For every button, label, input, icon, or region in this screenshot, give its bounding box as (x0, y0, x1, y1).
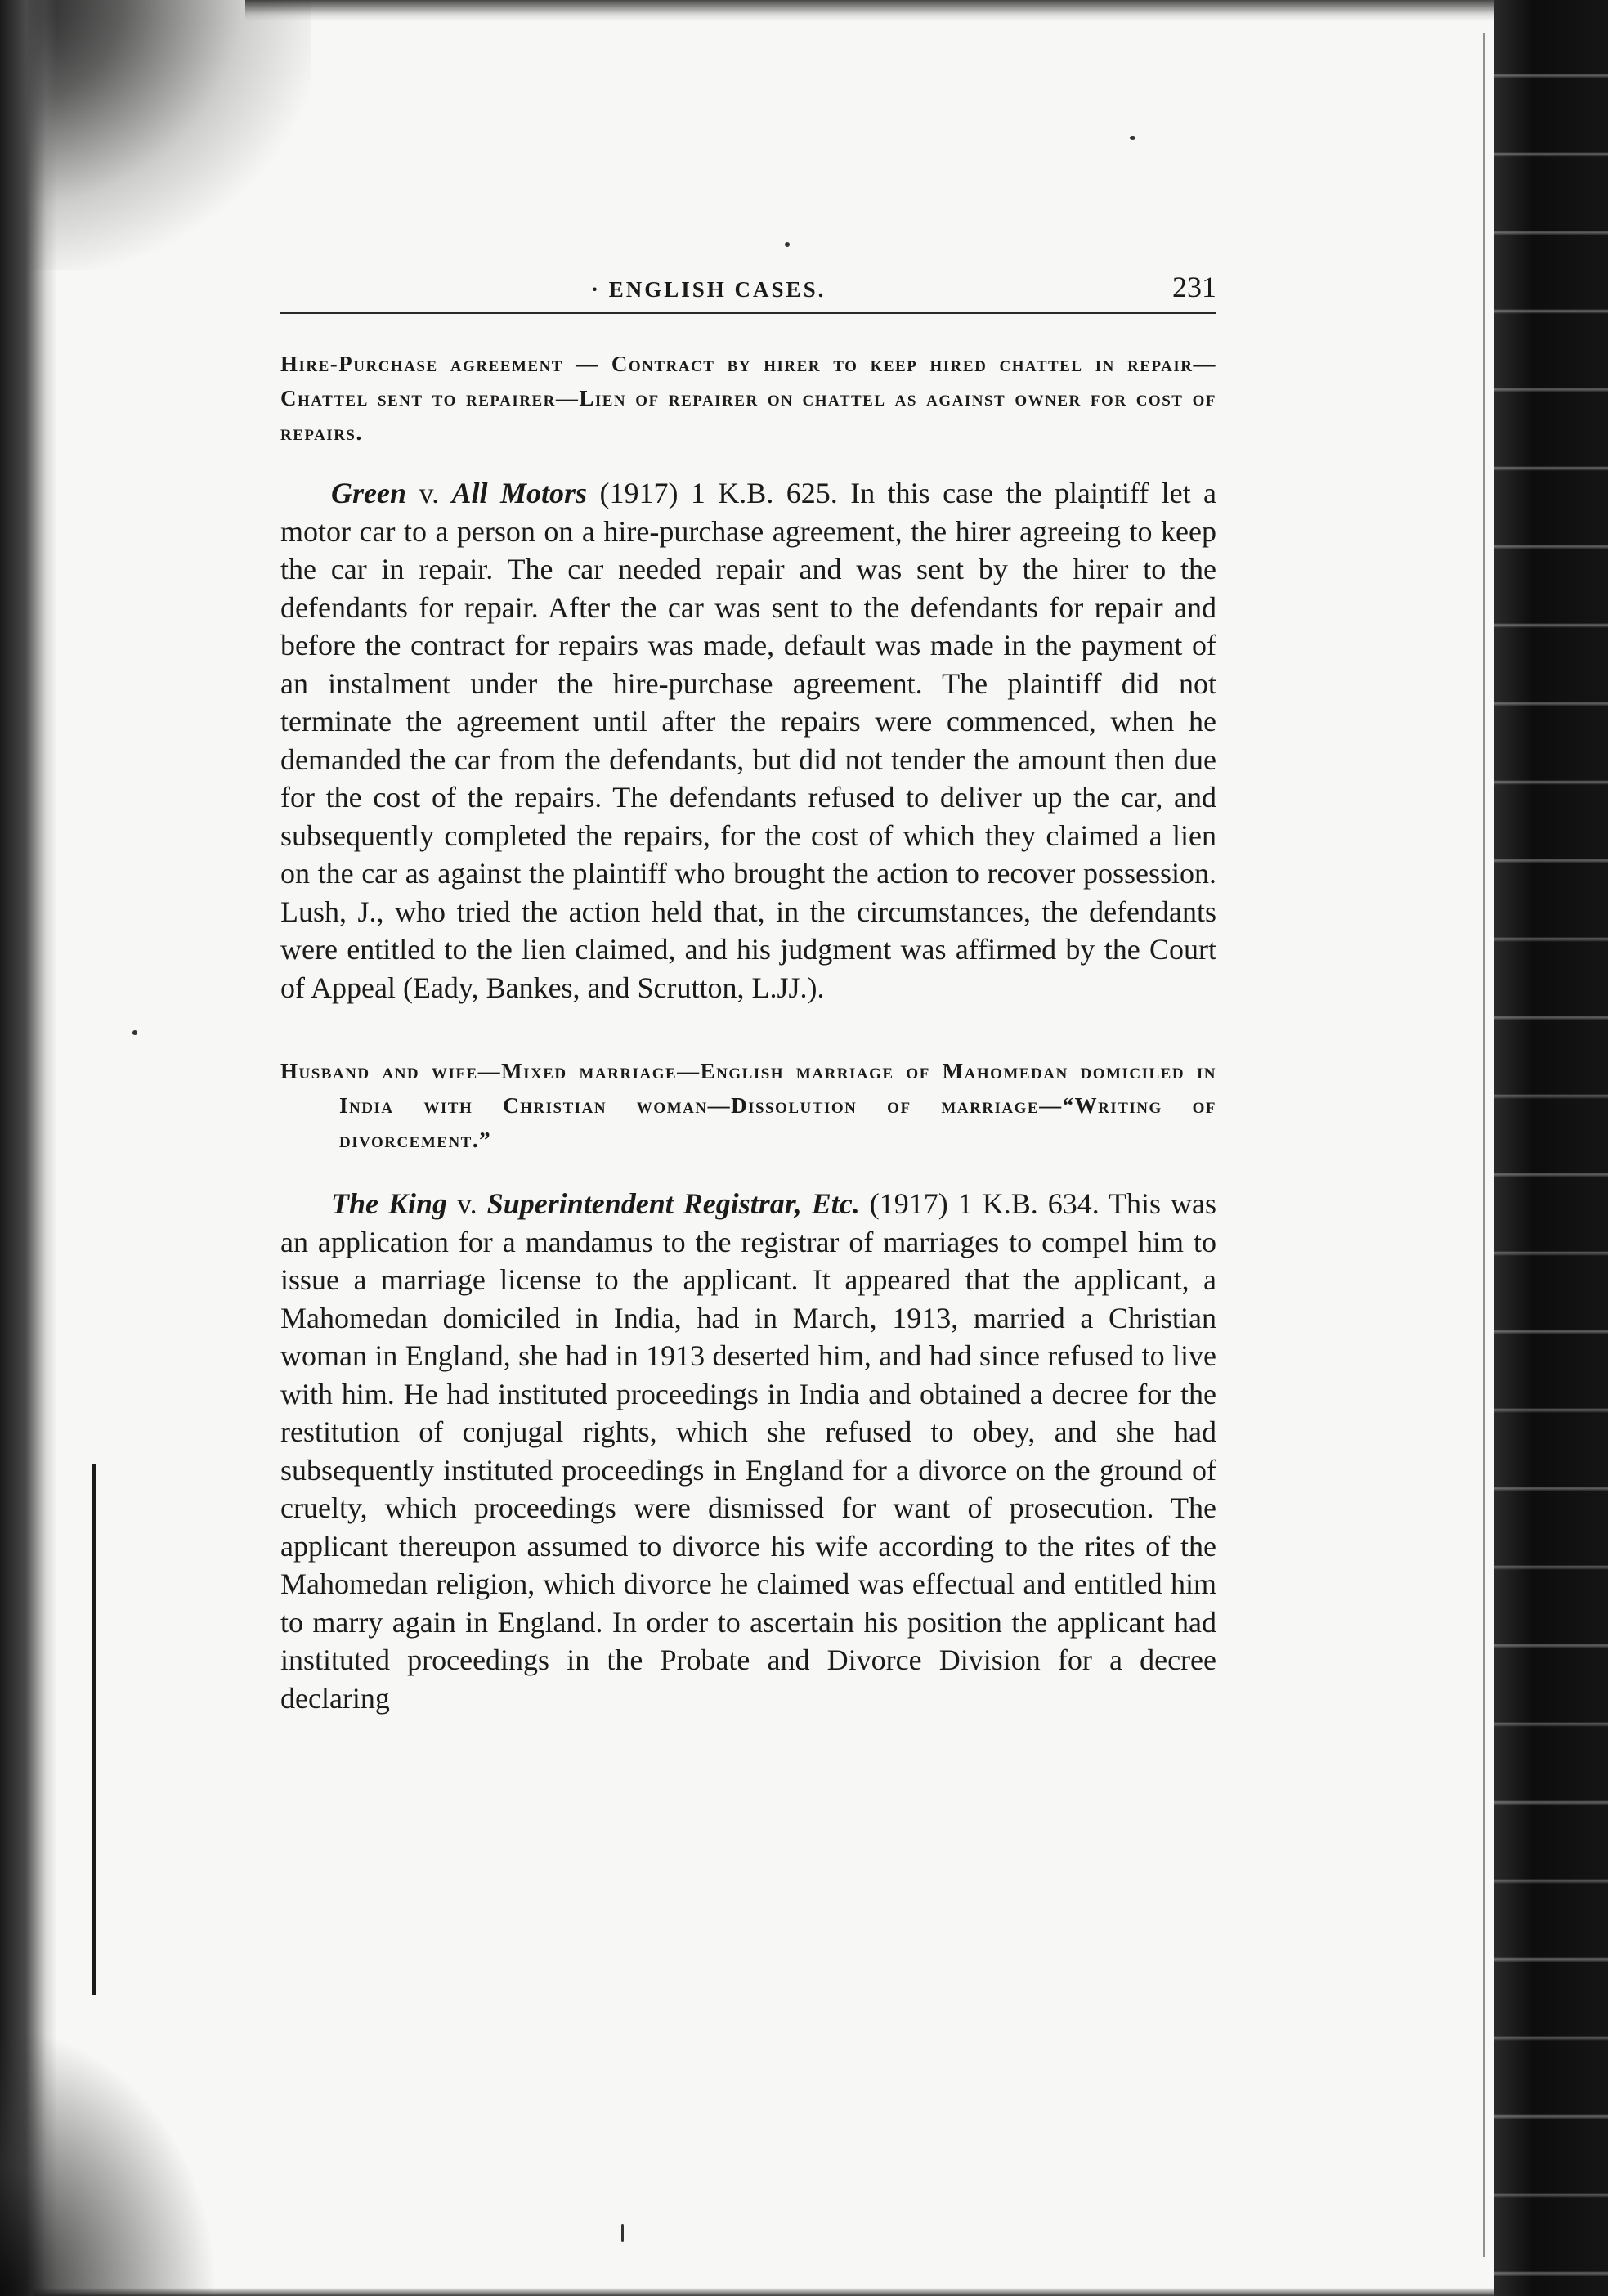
case-headnote: Hire-Purchase agreement — Contract by hirer to keep hired chattel in repair—Chattel sent to repairer—Lien of repairer on chattel as against owner for cost of repairs. (280, 352, 1216, 445)
case-party-b: All Motors (451, 477, 588, 509)
case-headnote: Husband and wife—Mixed marriage—English marriage of Mahomedan domiciled in India with Christian woman—Dissolution of marriage—“Writing of divorcement.” (280, 1059, 1216, 1152)
scan-binding-right-edge (1494, 0, 1608, 2296)
running-head-title: · ENGLISH CASES. (591, 277, 826, 302)
scan-shadow-bottom-edge (33, 2288, 1504, 2296)
page-number: 231 (1172, 271, 1216, 303)
scan-speck (621, 2224, 624, 2242)
scan-speck (785, 242, 790, 247)
case-party-a: Green (331, 477, 406, 509)
scan-speck (132, 1030, 137, 1035)
page-content (280, 270, 1216, 1717)
case-versus: v. (457, 1187, 477, 1220)
case-party-a: The King (331, 1187, 448, 1220)
case-versus: v. (419, 477, 440, 509)
case-reference: (1917) 1 K.B. 634. (869, 1187, 1100, 1220)
scan-shadow-bottom-left (0, 2034, 213, 2296)
running-head (280, 270, 1216, 314)
scan-shadow-top-edge (245, 0, 1570, 21)
scan-speck (1130, 136, 1135, 140)
case-party-b: Superintendent Registrar, Etc. (486, 1187, 860, 1220)
case-section-hire-purchase (280, 347, 1216, 1007)
case-paragraph (280, 474, 1216, 1007)
case-body-text: This was an application for a mandamus to the registrar of marriages to compel him to issue a marriage license to the applicant. It appeared that the applicant, a Mahomedan domiciled in India, had in March, 1913, married a Christian woman in England, she had in 1913 deserted him, and had since refused to live with him. He had instituted proceedings in India and obtained a decree for the restitution of conjugal rights, which she refused to obey, and she had subsequently instituted proceedings in England for a divorce on the ground of cruelty, which proceedings were dismissed for want of prosecution. The applicant thereupon assumed to divorce his wife according to the rites of the Mahomedan religion, which divorce he claimed was effectual and entitled him to marry again in England. In order to ascertain his position the applicant had instituted proceedings in the Probate and Divorce Division for a decree declaring (280, 1187, 1217, 1715)
case-body-text: In this case the plaintiff let a motor car to a person on a hire-purchase agreement, the hirer agreeing to keep the car in repair. The car needed repair and was sent by the hirer to the defendants for repair. After the car was sent to the defendants for repair and before the contract for repairs was made, default was made in the payment of an instalment under the hire-purchase agreement. The plaintiff did not terminate the agreement until after the repairs were commenced, when he demanded the car from the defendants, but did not tender the amount then due for the cost of the repairs. The defendants refused to deliver up the car, and subsequently completed the repairs, for the cost of which they claimed a lien on the car as against the plaintiff who brought the action to recover possession. Lush, J., who tried the action held that, in the circumstances, the defendants were entitled to the lien claimed, and his judgment was affirmed by the Court of Appeal (Eady, Bankes, and Scrutton, L.JJ.). (280, 477, 1217, 1004)
scan-shadow-left-edge (0, 0, 57, 2296)
case-reference: (1917) 1 K.B. 625. (599, 477, 838, 509)
scan-gutter-line (1483, 33, 1485, 2257)
case-section-husband-and-wife (280, 1054, 1216, 1717)
case-paragraph (280, 1185, 1216, 1717)
margin-bracket-mark (92, 1464, 102, 1995)
